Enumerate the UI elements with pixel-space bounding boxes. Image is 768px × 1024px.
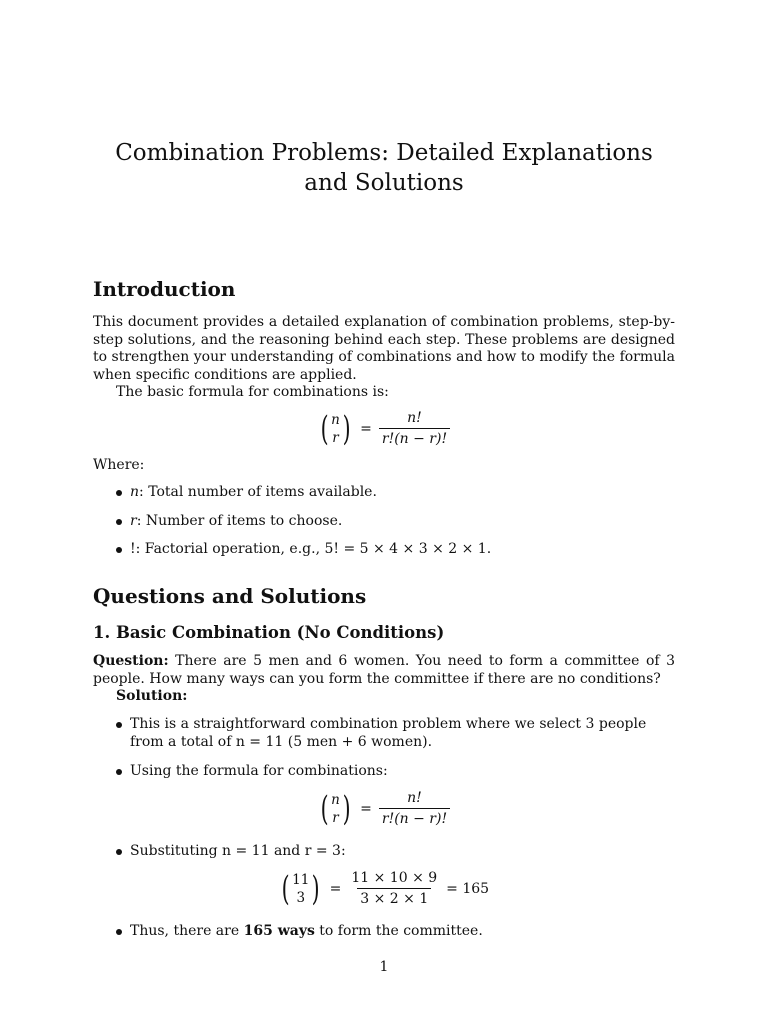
list-item: Substituting n = 11 and r = 3: <box>93 843 675 861</box>
formula-result: = 165 <box>446 880 490 897</box>
list-item: Using the formula for combinations: <box>93 763 675 781</box>
combination-formula: ( n r ) = $\frac{n!}{r!(n - r)!}$ <box>0 410 768 447</box>
list-item: r: Number of items to choose. <box>93 513 675 531</box>
fraction: $\frac{n!}{r!(n - r)!}$ <box>379 790 450 827</box>
binomial: ( n r ) <box>320 408 351 449</box>
solution-steps-3 <box>93 843 675 861</box>
binomial: ( n r ) <box>320 788 351 829</box>
solution-steps <box>93 716 675 751</box>
list-item: !: Factorial operation, e.g., 5! = 5 × 4 × 3 × 2 × 1. <box>93 541 675 559</box>
question-1-text: Question: There are 5 men and 6 women. You need to form a committee of 3 people. How many ways can you form the committee if there are no conditions? <box>93 653 675 687</box>
binomial: ( 11 3 ) <box>281 868 320 909</box>
questions-heading: Questions and Solutions <box>93 584 367 608</box>
fraction: $\frac{11 \times 10 \times 9}{3 \times 2 \times 1}$ <box>351 870 438 907</box>
formula-intro: The basic formula for combinations is: <box>116 384 389 400</box>
solution-steps-4 <box>93 923 675 941</box>
solution-label: Solution: <box>116 688 188 704</box>
where-label: Where: <box>93 457 145 473</box>
document-title: Combination Problems: Detailed Explanations and Solutions <box>115 140 653 196</box>
question-1-heading: 1. Basic Combination (No Conditions) <box>93 623 445 642</box>
list-item: n: Total number of items available. <box>93 484 675 502</box>
intro-heading: Introduction <box>93 277 236 301</box>
list-item: This is a straightforward combination problem where we select 3 people from a total of n = 11 (5 men + 6 women). <box>93 716 675 751</box>
list-item: Thus, there are 165 ways to form the committee. <box>93 923 675 941</box>
fraction: $\frac{n!}{r!(n - r)!}$ <box>379 410 450 447</box>
page-number: 1 <box>379 959 389 975</box>
combination-formula-2: ( n r ) = $\frac{n!}{r!(n - r)!}$ <box>0 790 768 827</box>
substituted-formula: ( 11 3 ) = $\frac{11 \times 10 \times 9}{3 \times 2 \times 1}$ = 165 <box>0 870 768 907</box>
solution-steps-2 <box>93 763 675 781</box>
intro-paragraph: This document provides a detailed explanation of combination problems, step-by-step solutions, and the reasoning behind each step. These problems are designed to strengthen your understanding of combinations and how to modify the formula when specific conditions are applied. <box>93 314 675 383</box>
definition-list <box>93 484 675 559</box>
